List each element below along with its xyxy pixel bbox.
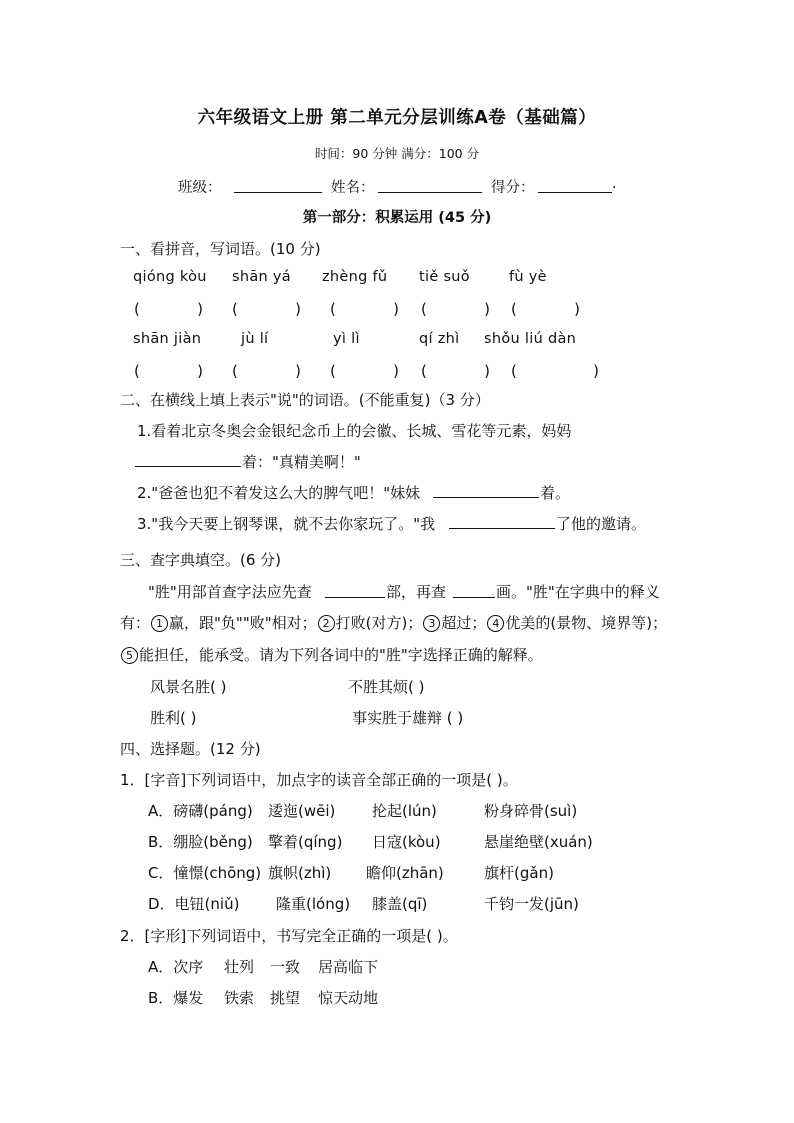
circled-number-1: 1 [151,615,168,632]
answer-bracket[interactable]: ( ) [511,362,599,380]
circled-number-3: 3 [423,615,440,632]
pinyin-item: tiě suǒ [419,269,470,285]
pinyin-item: yì lì [333,331,360,347]
question-text: 2."爸爸也犯不着发这么大的脾气吧！"妹妹 [137,484,421,502]
answer-blank[interactable] [325,583,385,598]
section-three-heading: 三、查字典填空。(6 分) [120,551,282,569]
score-blank[interactable] [538,178,612,193]
answer-bracket[interactable]: ( ) [232,300,301,318]
question-text: 2．[字形]下列词语中，书写完全正确的一项是( )。 [120,927,458,945]
score-label: 得分： [491,180,535,196]
answer-bracket[interactable]: ( ) [134,362,203,380]
answer-bracket[interactable]: ( ) [511,300,580,318]
word-item[interactable]: 风景名胜( ) [150,678,227,696]
circled-number-2: 2 [318,615,335,632]
answer-blank[interactable] [433,483,539,498]
pinyin-item: shǒu liú dàn [484,331,577,347]
answer-blank[interactable] [453,583,495,598]
pinyin-item: zhèng fǔ [322,269,388,285]
question-text: 画。"胜"在字典中的释义 [496,583,660,601]
question-text: 着："真精美啊！" [242,453,361,471]
definition-line: 有： 1 赢，跟"负""败"相对； 2 打败(对方)； 3 超过； 4 优美的(景物、境界等)； [120,614,668,632]
section-four-heading: 四、选择题。(12 分) [120,740,261,758]
name-blank[interactable] [378,178,482,193]
name-label: 姓名： [331,180,375,196]
class-blank[interactable] [234,178,322,193]
pinyin-item: shān jiàn [133,331,202,347]
question-text: 1．[字音]下列词语中，加点字的读音全部正确的一项是( )。 [120,771,518,789]
answer-bracket[interactable]: ( ) [330,362,399,380]
word-item[interactable]: 胜利( ) [150,709,197,727]
pinyin-item: qióng kòu [133,269,207,285]
exam-time-score: 时间：90 分钟 满分：100 分 [314,146,480,161]
answer-bracket[interactable]: ( ) [330,300,399,318]
pinyin-item: shān yá [232,269,291,285]
answer-bracket[interactable]: ( ) [421,300,490,318]
word-item[interactable]: 事实胜于雄辩 ( ) [352,709,464,727]
answer-blank[interactable] [135,452,241,467]
class-label: 班级： [178,180,222,196]
part-one-heading: 第一部分：积累运用 (45 分) [302,210,492,226]
section-one-heading: 一、看拼音，写词语。(10 分) [120,240,321,258]
section-two-heading: 二、在横线上填上表示"说"的词语。(不能重复)（3 分） [120,391,490,409]
answer-blank[interactable] [449,514,555,529]
question-text: 3."我今天要上钢琴课，就不去你家玩了。"我 [137,515,436,533]
end-mark: . [612,176,617,192]
question-text: 部，再查 [386,583,447,601]
question-text: 了他的邀请。 [556,515,647,533]
question-text: 着。 [540,484,571,502]
page-title: 六年级语文上册 第二单元分层训练A卷（基础篇） [197,108,597,128]
word-item[interactable]: 不胜其烦( ) [348,678,425,696]
definition-line: 5 能担任，能承受。请为下列各词中的"胜"字选择正确的解释。 [120,644,543,665]
question-text: 1.看着北京冬奥会金银纪念币上的会徽、长城、雪花等元素，妈妈 [137,422,572,440]
answer-bracket[interactable]: ( ) [134,300,203,318]
pinyin-item: qí zhì [419,331,460,347]
pinyin-item: jù lí [241,331,269,347]
circled-number-5: 5 [121,647,138,664]
circled-number-4: 4 [487,615,504,632]
pinyin-item: fù yè [509,269,547,285]
answer-bracket[interactable]: ( ) [421,362,490,380]
question-text: "胜"用部首查字法应先查 [148,583,312,601]
answer-bracket[interactable]: ( ) [232,362,301,380]
